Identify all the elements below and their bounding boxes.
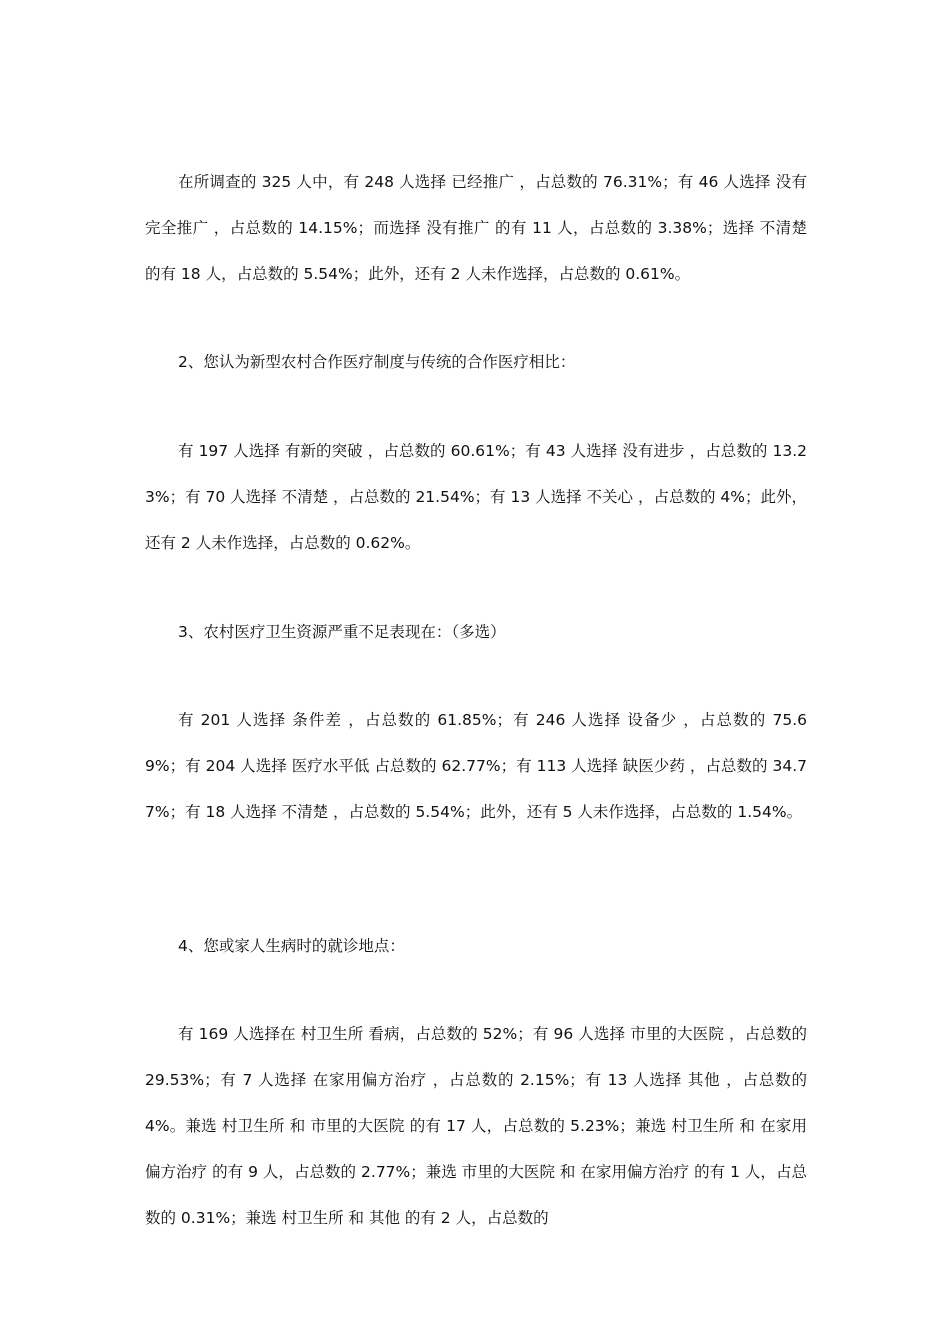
- paragraph-survey-promotion: 在所调查的 325 人中，有 248 人选择 已经推广 ，占总数的 76.31%；有 46 人选择 没有完全推广 ，占总数的 14.15%；而选择 没有推广 的有 11 人，占总数的 3.38%；选择 不清楚 的有 18 人，占总数的 5.54%；此外，还有 2 人未作选择，占总数的 0.61%。: [145, 173, 807, 283]
- paragraph-answer-4: 有 169 人选择在 村卫生所 看病，占总数的 52%；有 96 人选择 市里的大医院 ，占总数的 29.53%；有 7 人选择 在家用偏方治疗 ，占总数的 2.15%；有 13 人选择 其他 ，占总数的 4%。兼选 村卫生所 和 市里的大医院 的有 17 人，占总数的 5.23%；兼选 村卫生所 和 在家用偏方治疗 的有 9 人，占总数的 2.77%；兼选 市里的大医院 和 在家用偏方治疗 的有 1 人，占总数的 0.31%；兼选 村卫生所 和 其他 的有 2 人，占总数的: [145, 1025, 807, 1227]
- paragraph-answer-3: 有 201 人选择 条件差 ，占总数的 61.85%；有 246 人选择 设备少 ，占总数的 75.69%；有 204 人选择 医疗水平低 占总数的 62.77%；有 113 人选择 缺医少药 ，占总数的 34.77%；有 18 人选择 不清楚 ，占总数的 5.54%；此外，还有 5 人未作选择，占总数的 1.54%。: [145, 711, 807, 821]
- question-2-heading: 2、您认为新型农村合作医疗制度与传统的合作医疗相比：: [178, 353, 576, 371]
- paragraph-answer-2: 有 197 人选择 有新的突破 ，占总数的 60.61%；有 43 人选择 没有进步 ，占总数的 13.23%；有 70 人选择 不清楚 ，占总数的 21.54%；有 13 人选择 不关心 ，占总数的 4%；此外，还有 2 人未作选择，占总数的 0.62%。: [145, 442, 807, 552]
- question-3-heading: 3、农村医疗卫生资源严重不足表现在：（多选）: [178, 623, 506, 641]
- question-4-heading: 4、您或家人生病时的就诊地点：: [178, 937, 405, 955]
